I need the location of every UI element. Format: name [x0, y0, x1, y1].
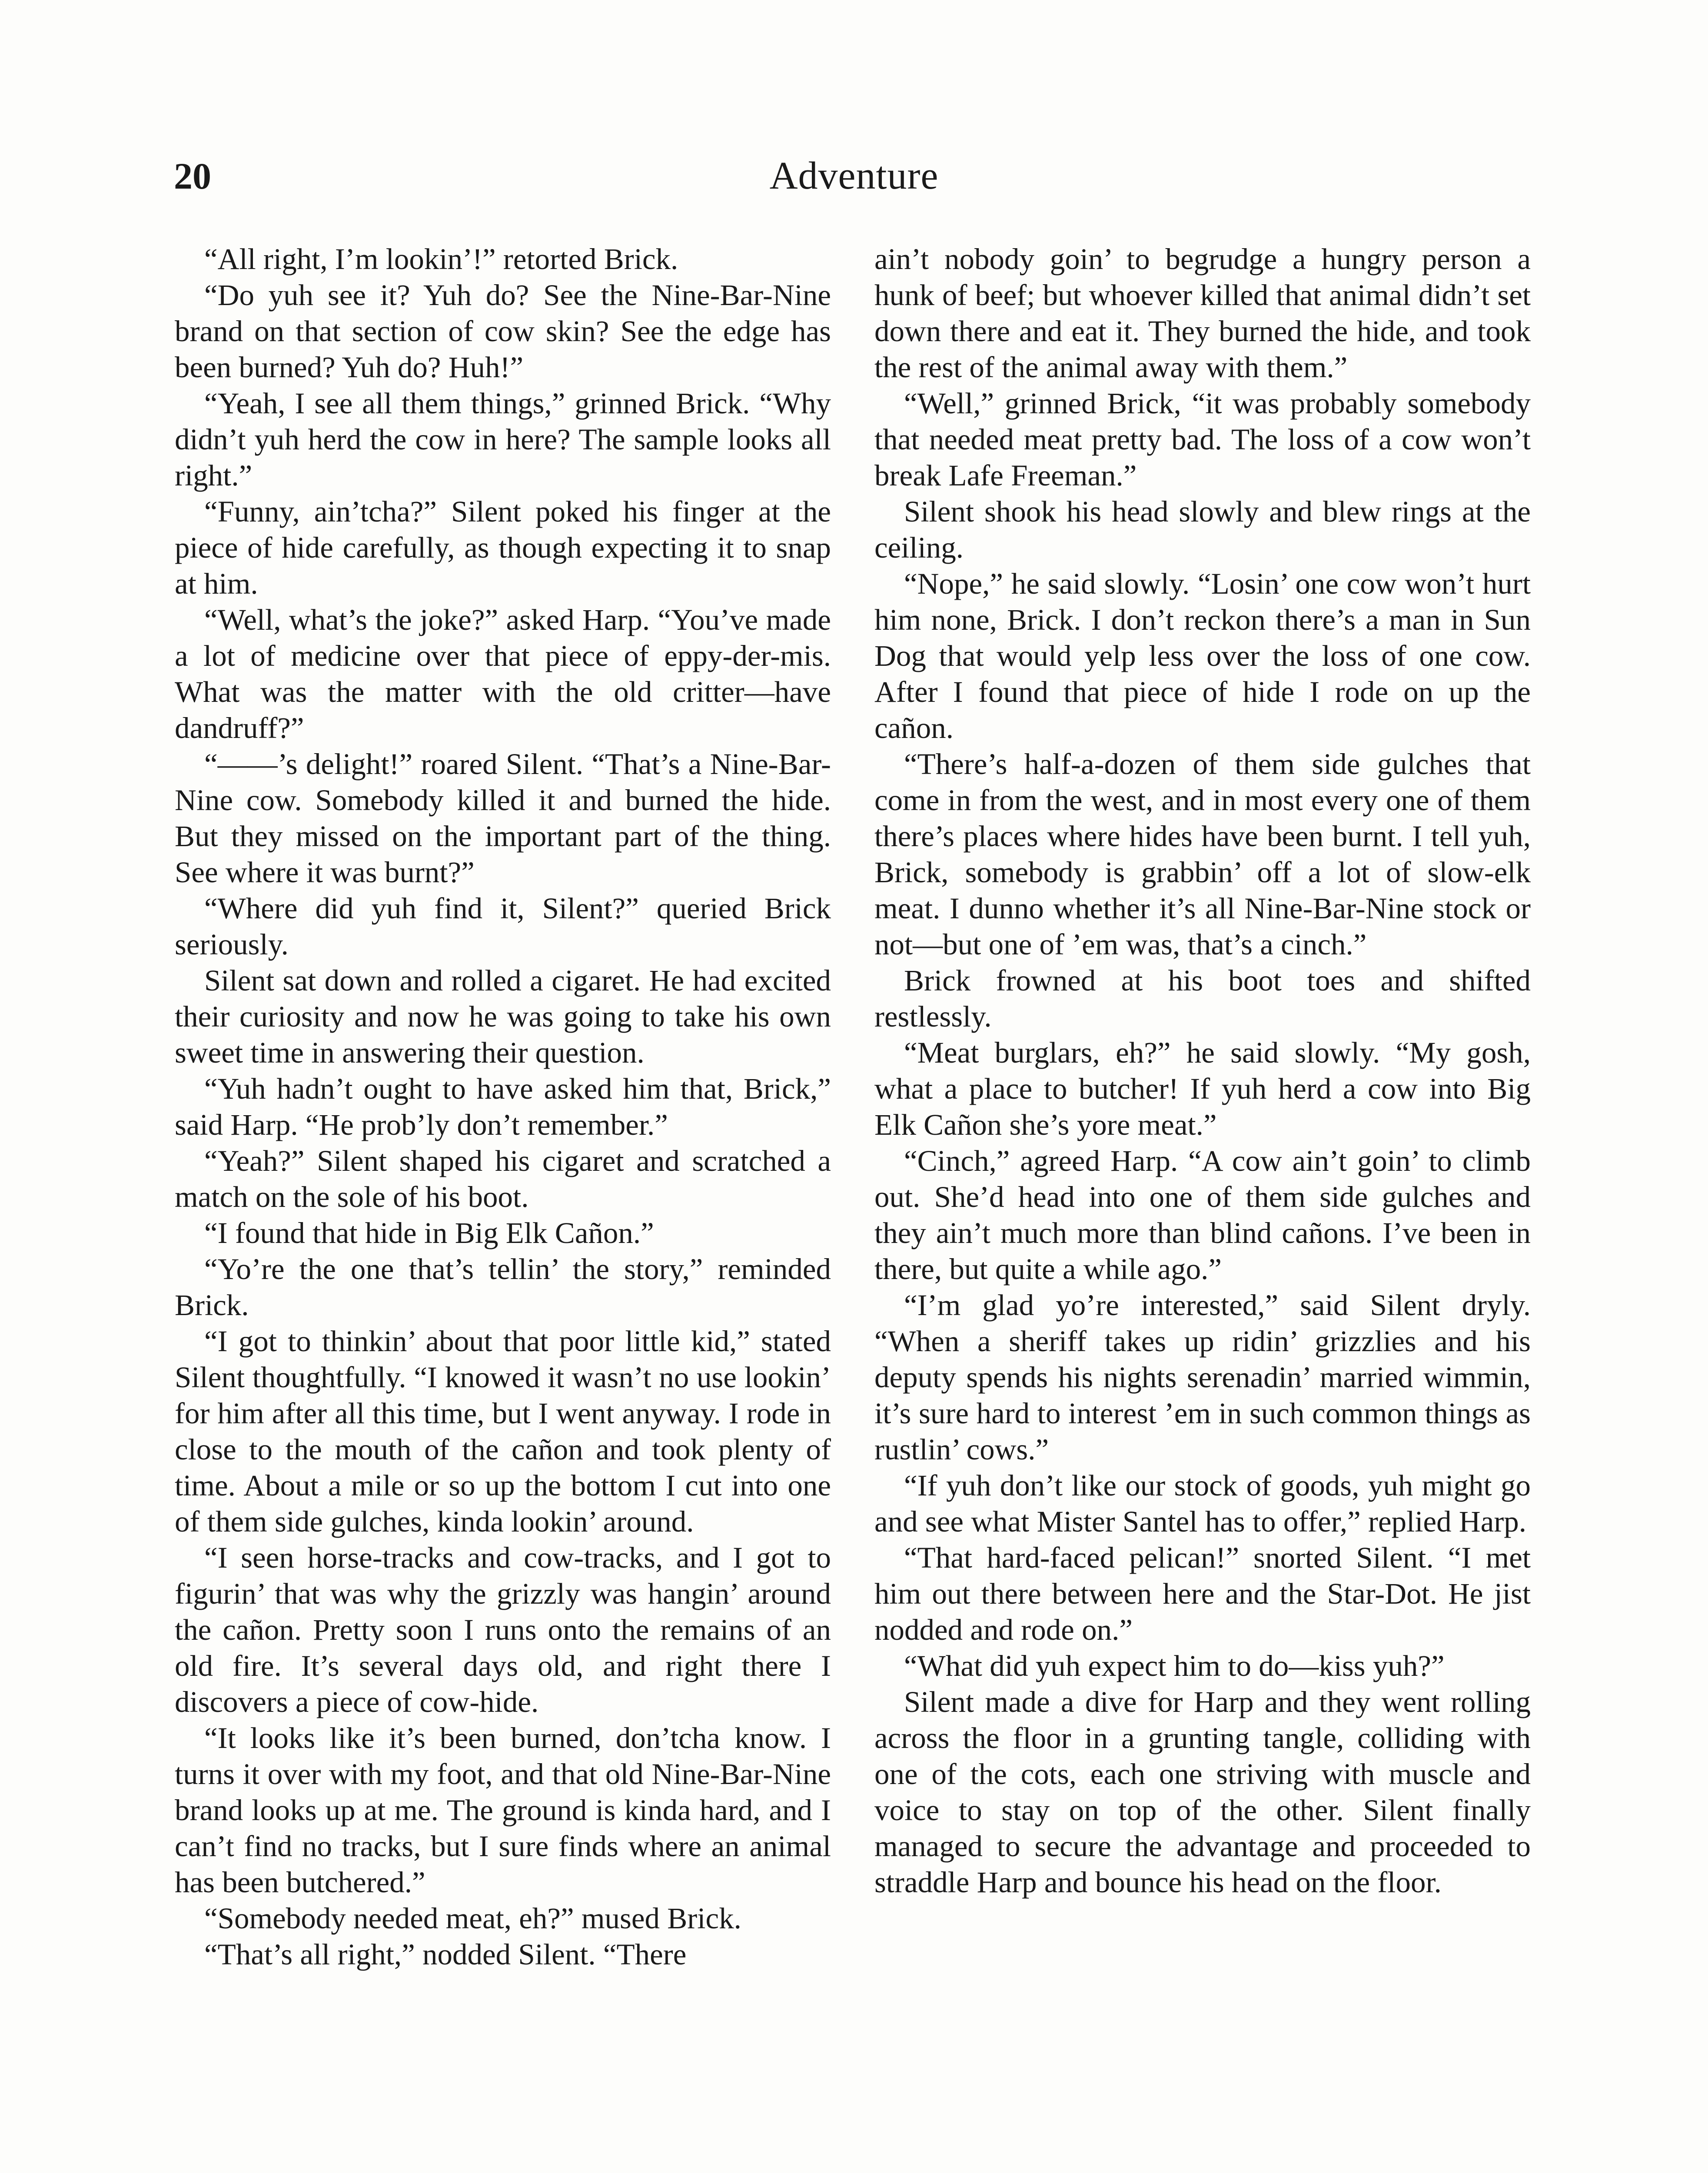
paragraph: “What did yuh expect him to do—kiss yuh?” [904, 1649, 1445, 1682]
paragraph: “I found that hide in Big Elk Cañon.” [204, 1216, 654, 1249]
running-head-title: Adventure [769, 154, 939, 197]
paragraph: Silent shook his head slowly and blew rings at the ceiling. [874, 495, 1531, 564]
paragraph: “All right, I’m lookin’!” retorted Brick. [204, 243, 678, 276]
right-column [874, 241, 1531, 1901]
paragraph: Silent made a dive for Harp and they went rolling across the floor in a grunting tangle, colliding with one of the cots, each one striving with muscle and voice to stay on top of the other. Silent finally managed to secure the advantage and proceeded to straddle Harp and bounce his head on the floor. [874, 1685, 1531, 1899]
paragraph: “Do yuh see it? Yuh do? See the Nine-Bar-Nine brand on that section of cow skin? See the edge has been burned? Yuh do? Huh!” [175, 279, 831, 384]
paragraph: “Somebody needed meat, eh?” mused Brick. [204, 1902, 741, 1935]
paragraph-continuation: ain’t nobody goin’ to begrudge a hungry person a hunk of beef; but whoever killed that animal didn’t set down there and eat it. They burned the hide, and took the rest of the animal away with them.” [874, 243, 1531, 384]
paragraph: “Funny, ain’tcha?” Silent poked his finger at the piece of hide carefully, as though expecting it to snap at him. [175, 495, 831, 600]
paragraph: “Yuh hadn’t ought to have asked him that, Brick,” said Harp. “He prob’ly don’t remember.” [175, 1072, 831, 1141]
paragraph: “Where did yuh find it, Silent?” queried Brick seriously. [175, 892, 831, 961]
paragraph: “Yeah, I see all them things,” grinned Brick. “Why didn’t yuh herd the cow in here? The sample looks all right.” [175, 387, 831, 492]
paragraph: “There’s half-a-dozen of them side gulches that come in from the west, and in most every one of them there’s places where hides have been burnt. I tell yuh, Brick, somebody is grabbin’ off a lot of slow-elk meat. I dunno whether it’s all Nine-Bar-Nine stock or not—but one of ’em was, that’s a cinch.” [874, 748, 1531, 961]
paragraph: “I’m glad yo’re interested,” said Silent dryly. “When a sheriff takes up ridin’ grizzlies and his deputy spends his nights serenadin’ married wimmin, it’s sure hard to interest ’em in such common things as rustlin’ cows.” [874, 1289, 1531, 1466]
paragraph: Silent sat down and rolled a cigaret. He had excited their curiosity and now he was going to take his own sweet time in answering their question. [175, 964, 831, 1069]
page-number: 20 [174, 155, 211, 197]
paragraph: “Meat burglars, eh?” he said slowly. “My gosh, what a place to butcher! If yuh herd a cow into Big Elk Cañon she’s yore meat.” [874, 1036, 1531, 1141]
paragraph: “That’s all right,” nodded Silent. “There [204, 1938, 687, 1971]
paragraph: “Yeah?” Silent shaped his cigaret and scratched a match on the sole of his boot. [175, 1144, 831, 1213]
paragraph: “——’s delight!” roared Silent. “That’s a Nine-Bar-Nine cow. Somebody killed it and burned the hide. But they missed on the important part of the thing. See where it was burnt?” [175, 748, 831, 889]
paragraph: “I seen horse-tracks and cow-tracks, and I got to figurin’ that was why the grizzly was hangin’ around the cañon. Pretty soon I runs onto the remains of an old fire. It’s several days old, and right there I discovers a piece of cow-hide. [175, 1541, 831, 1718]
paragraph: “If yuh don’t like our stock of goods, yuh might go and see what Mister Santel has to offer,” replied Harp. [874, 1469, 1531, 1538]
paragraph: “Cinch,” agreed Harp. “A cow ain’t goin’ to climb out. She’d head into one of them side gulches and they ain’t much more than blind cañons. I’ve been in there, but quite a while ago.” [874, 1144, 1531, 1286]
paragraph: “Well, what’s the joke?” asked Harp. “You’ve made a lot of medicine over that piece of eppy-der-mis. What was the matter with the old critter—have dandruff?” [175, 603, 831, 744]
paragraph: “That hard-faced pelican!” snorted Silent. “I met him out there between here and the Star-Dot. He jist nodded and rode on.” [874, 1541, 1531, 1646]
left-column [175, 241, 831, 1973]
paragraph: “Nope,” he said slowly. “Losin’ one cow won’t hurt him none, Brick. I don’t reckon there’s a man in Sun Dog that would yelp less over the loss of one cow. After I found that piece of hide I rode on up the cañon. [874, 567, 1531, 744]
paragraph: “It looks like it’s been burned, don’tcha know. I turns it over with my foot, and that old Nine-Bar-Nine brand looks up at me. The ground is kinda hard, and I can’t find no tracks, but I sure finds where an animal has been butchered.” [175, 1721, 831, 1899]
paragraph: Brick frowned at his boot toes and shifted restlessly. [874, 964, 1531, 1033]
page-header [174, 148, 1534, 204]
paragraph: “Yo’re the one that’s tellin’ the story,” reminded Brick. [175, 1253, 831, 1322]
paragraph: “Well,” grinned Brick, “it was probably somebody that needed meat pretty bad. The loss of a cow won’t break Lafe Freeman.” [874, 387, 1531, 492]
paragraph: “I got to thinkin’ about that poor little kid,” stated Silent thoughtfully. “I knowed it wasn’t no use lookin’ for him after all this time, but I went anyway. I rode in close to the mouth of the cañon and took plenty of time. About a mile or so up the bottom I cut into one of them side gulches, kinda lookin’ around. [175, 1325, 831, 1538]
